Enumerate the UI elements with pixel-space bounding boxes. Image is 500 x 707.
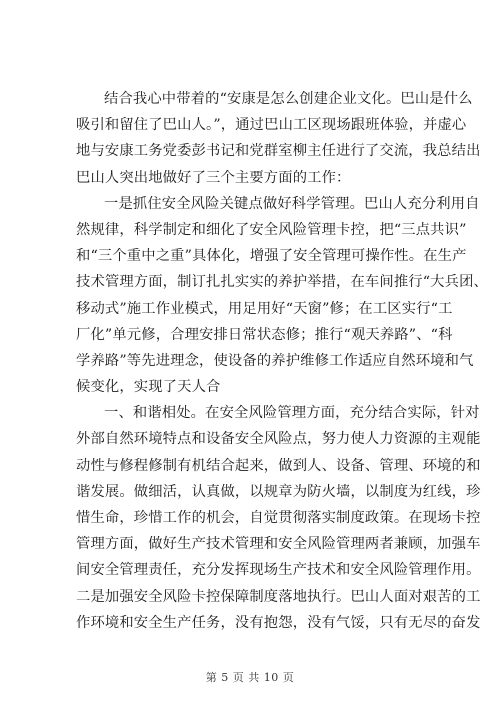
text-line: 移动式”施工作业模式，用足用好“天窗”修；在工区实行“工 — [76, 300, 453, 317]
text-line: 动性与修程修制有机结合起来，做到人、设备、管理、环境的和 — [76, 457, 481, 474]
text-line: 一、和谐相处。在安全风险管理方面，充分结合实际，针对 — [104, 405, 480, 422]
text-line: 二是加强安全风险卡控保障制度落地执行。巴山人面对艰苦的工 — [76, 588, 481, 605]
text-line: 惜生命，珍惜工作的机会，自觉贯彻落实制度政策。在现场卡控 — [76, 510, 481, 526]
text-line: 作环境和安全生产任务，没有抱怨，没有气馁，只有无尽的奋发 — [76, 614, 481, 631]
text-line: 谐发展。做细活，认真做，以规章为防火墙，以制度为红线，珍 — [76, 483, 481, 500]
text-line: 候变化，实现了天人合 — [76, 379, 221, 396]
text-line: 厂化”单元修，合理安排日常状态修；推行“观天养路”、“科 — [76, 326, 453, 343]
text-line: 巴山人突出地做好了三个主要方面的工作： — [76, 169, 351, 186]
text-line: 学养路”等先进理念，使设备的养护维修工作适应自然环境和气 — [76, 352, 474, 369]
text-line: 吸引和留住了巴山人。”，通过巴山工区现场跟班体验，并虚心 — [76, 117, 467, 134]
text-line: 管理方面，做好生产技术管理和安全风险管理两者兼顾，加强车 — [76, 536, 481, 553]
text-line: 和“三个重中之重”具体化，增强了安全管理可操作性。在生产 — [76, 248, 467, 265]
document-body — [76, 86, 488, 636]
text-line: 然规律，科学制定和细化了安全风险管理卡控，把“三点共识” — [76, 221, 467, 238]
text-line: 外部自然环境特点和设备安全风险点，努力使人力资源的主观能 — [76, 431, 481, 448]
text-line: 间安全管理责任，充分发挥现场生产技术和安全风险管理作用。 — [76, 562, 481, 579]
text-line: 技术管理方面，制订扎扎实实的养护举措，在车间推行“大兵团、 — [76, 274, 488, 291]
text-line: 一是抓住安全风险关键点做好科学管理。巴山人充分利用自 — [104, 195, 480, 212]
page-number-footer: 第 5 页 共 10 页 — [205, 671, 295, 684]
text-line: 结合我心中带着的“安康是怎么创建企业文化。巴山是什么 — [104, 91, 473, 107]
text-line: 地与安康工务党委彭书记和党群室柳主任进行了交流，我总结出 — [76, 143, 481, 160]
